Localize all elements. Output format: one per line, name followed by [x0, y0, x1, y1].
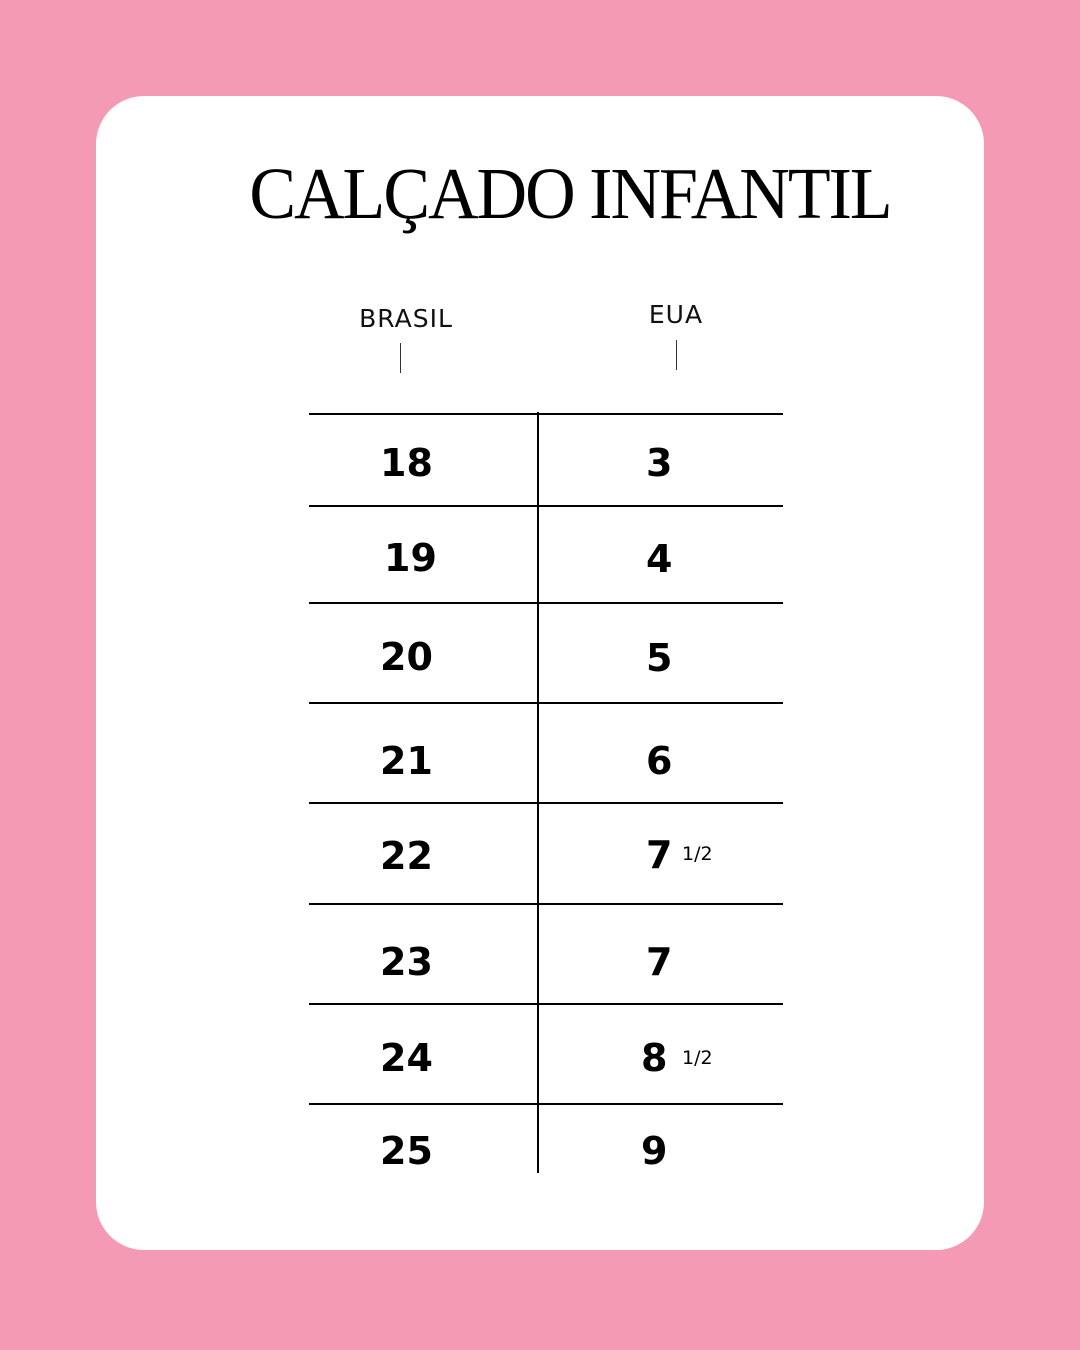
- brasil-size: 19: [384, 536, 437, 580]
- column-divider: [537, 412, 539, 1173]
- row-divider: [309, 602, 783, 604]
- eua-size-fraction: 1/2: [682, 843, 713, 865]
- size-chart-card: [96, 96, 984, 1250]
- eua-size: 6: [646, 739, 673, 783]
- brasil-size: 23: [380, 940, 433, 984]
- brasil-size: 25: [380, 1129, 433, 1173]
- row-divider: [309, 903, 783, 905]
- column-tick-eua: [676, 340, 677, 370]
- brasil-size: 24: [380, 1036, 433, 1080]
- column-tick-brasil: [400, 343, 401, 373]
- eua-size: 4: [646, 537, 673, 581]
- eua-size: 9: [641, 1129, 668, 1173]
- column-header-eua: EUA: [648, 300, 704, 329]
- row-divider: [309, 413, 783, 415]
- eua-size: 7: [646, 833, 673, 877]
- brasil-size: 21: [380, 739, 433, 783]
- row-divider: [309, 1003, 783, 1005]
- row-divider: [309, 702, 783, 704]
- brasil-size: 20: [380, 635, 433, 679]
- row-divider: [309, 802, 783, 804]
- eua-size: 3: [646, 441, 673, 485]
- eua-size: 8: [641, 1036, 668, 1080]
- eua-size-fraction: 1/2: [682, 1047, 713, 1069]
- page-title: CALÇADO INFANTIL: [249, 154, 891, 235]
- brasil-size: 18: [380, 441, 433, 485]
- eua-size: 5: [646, 636, 673, 680]
- row-divider: [309, 1103, 783, 1105]
- row-divider: [309, 505, 783, 507]
- brasil-size: 22: [380, 834, 433, 878]
- column-header-brasil: BRASIL: [359, 304, 453, 333]
- eua-size: 7: [646, 940, 673, 984]
